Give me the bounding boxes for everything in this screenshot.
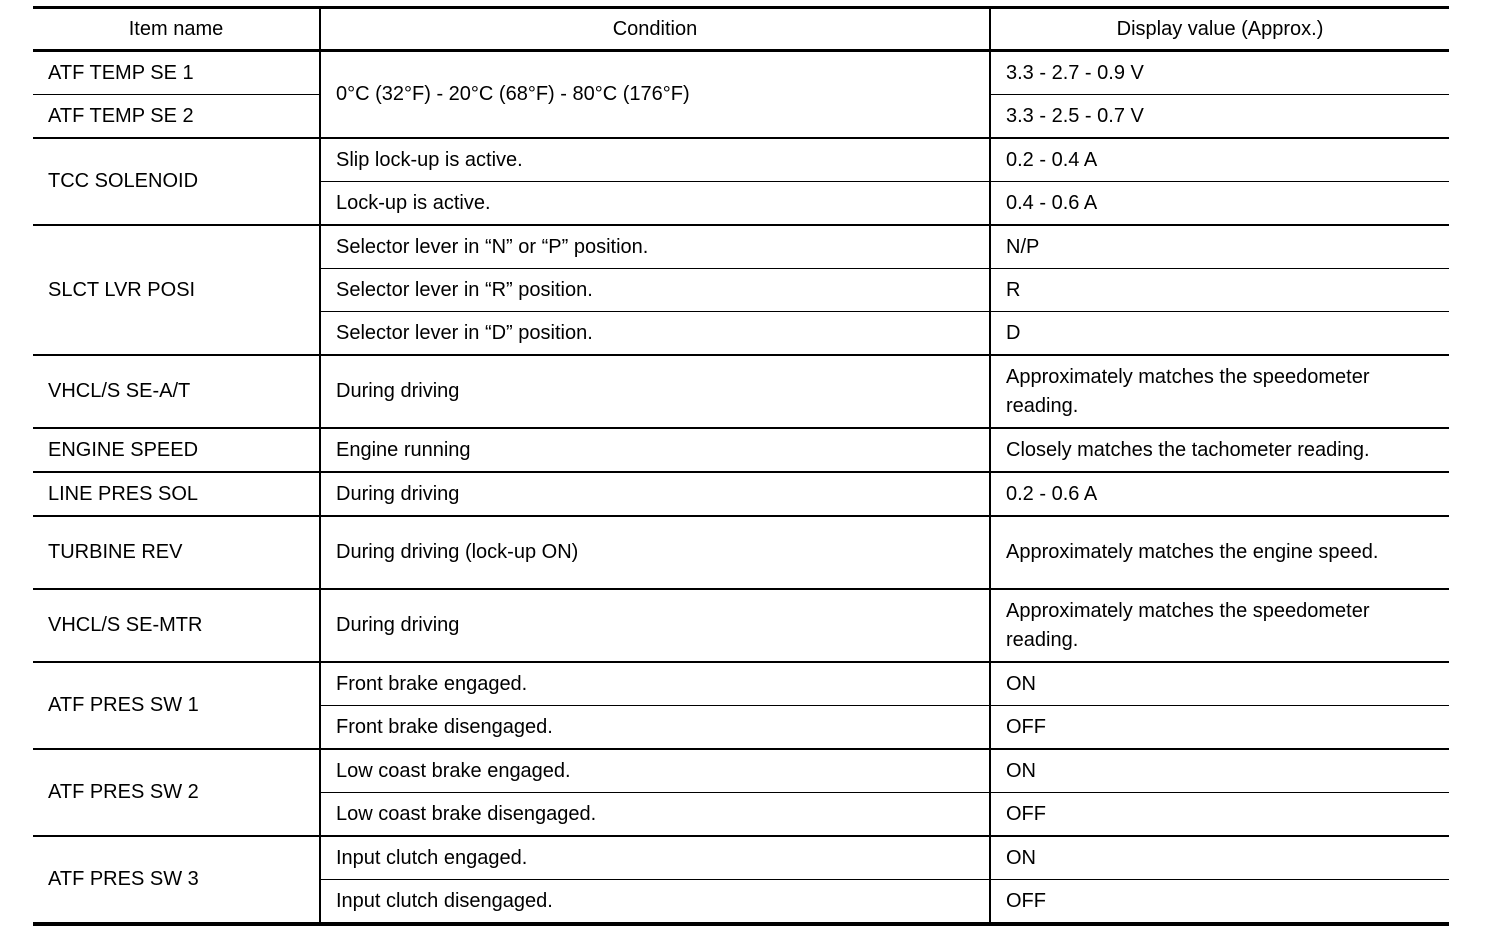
item-name: TCC SOLENOID bbox=[33, 138, 320, 225]
display-value: N/P bbox=[990, 225, 1449, 269]
condition: During driving bbox=[320, 589, 990, 662]
table-header-row bbox=[33, 8, 1449, 51]
display-value: Approximately matches the speedometer reading. bbox=[990, 589, 1449, 662]
header-condition: Condition bbox=[320, 8, 990, 51]
table-row bbox=[33, 749, 1449, 793]
table-row bbox=[33, 355, 1449, 428]
table-row bbox=[33, 662, 1449, 706]
table-row bbox=[33, 138, 1449, 182]
item-name: ATF PRES SW 1 bbox=[33, 662, 320, 749]
condition: Selector lever in “D” position. bbox=[320, 312, 990, 356]
condition: Engine running bbox=[320, 428, 990, 472]
display-value: 3.3 - 2.7 - 0.9 V bbox=[990, 51, 1449, 95]
item-name: LINE PRES SOL bbox=[33, 472, 320, 516]
table-row bbox=[33, 51, 1449, 95]
condition: Input clutch engaged. bbox=[320, 836, 990, 880]
item-name: VHCL/S SE-MTR bbox=[33, 589, 320, 662]
display-value: ON bbox=[990, 662, 1449, 706]
condition: Low coast brake engaged. bbox=[320, 749, 990, 793]
condition: Low coast brake disengaged. bbox=[320, 793, 990, 837]
condition: 0°C (32°F) - 20°C (68°F) - 80°C (176°F) bbox=[320, 51, 990, 139]
table-row bbox=[33, 589, 1449, 662]
item-name: VHCL/S SE-A/T bbox=[33, 355, 320, 428]
condition: Slip lock-up is active. bbox=[320, 138, 990, 182]
condition: During driving bbox=[320, 355, 990, 428]
display-value: ON bbox=[990, 836, 1449, 880]
display-value: D bbox=[990, 312, 1449, 356]
header-display-value: Display value (Approx.) bbox=[990, 8, 1449, 51]
condition: Selector lever in “N” or “P” position. bbox=[320, 225, 990, 269]
item-name: SLCT LVR POSI bbox=[33, 225, 320, 355]
item-name: TURBINE REV bbox=[33, 516, 320, 589]
item-name: ENGINE SPEED bbox=[33, 428, 320, 472]
display-value: OFF bbox=[990, 793, 1449, 837]
condition: Front brake disengaged. bbox=[320, 706, 990, 750]
table-row bbox=[33, 516, 1449, 589]
display-value: 0.2 - 0.4 A bbox=[990, 138, 1449, 182]
display-value: OFF bbox=[990, 880, 1449, 925]
display-value: Closely matches the tachometer reading. bbox=[990, 428, 1449, 472]
display-value: 0.4 - 0.6 A bbox=[990, 182, 1449, 226]
display-value: ON bbox=[990, 749, 1449, 793]
condition: Lock-up is active. bbox=[320, 182, 990, 226]
display-value: 0.2 - 0.6 A bbox=[990, 472, 1449, 516]
display-value: 3.3 - 2.5 - 0.7 V bbox=[990, 95, 1449, 139]
condition: Selector lever in “R” position. bbox=[320, 269, 990, 312]
condition: During driving bbox=[320, 472, 990, 516]
header-item-name: Item name bbox=[33, 8, 320, 51]
table-row bbox=[33, 472, 1449, 516]
item-name: ATF PRES SW 3 bbox=[33, 836, 320, 924]
condition: Front brake engaged. bbox=[320, 662, 990, 706]
table-row bbox=[33, 225, 1449, 269]
table-row bbox=[33, 836, 1449, 880]
display-value: Approximately matches the speedometer reading. bbox=[990, 355, 1449, 428]
condition: Input clutch disengaged. bbox=[320, 880, 990, 925]
item-name: ATF TEMP SE 2 bbox=[33, 95, 320, 139]
display-value: OFF bbox=[990, 706, 1449, 750]
item-name: ATF PRES SW 2 bbox=[33, 749, 320, 836]
condition: During driving (lock-up ON) bbox=[320, 516, 990, 589]
item-name: ATF TEMP SE 1 bbox=[48, 61, 194, 84]
data-monitor-table bbox=[33, 6, 1449, 926]
table-row bbox=[33, 428, 1449, 472]
display-value: R bbox=[990, 269, 1449, 312]
display-value: Approximately matches the engine speed. bbox=[990, 516, 1449, 589]
